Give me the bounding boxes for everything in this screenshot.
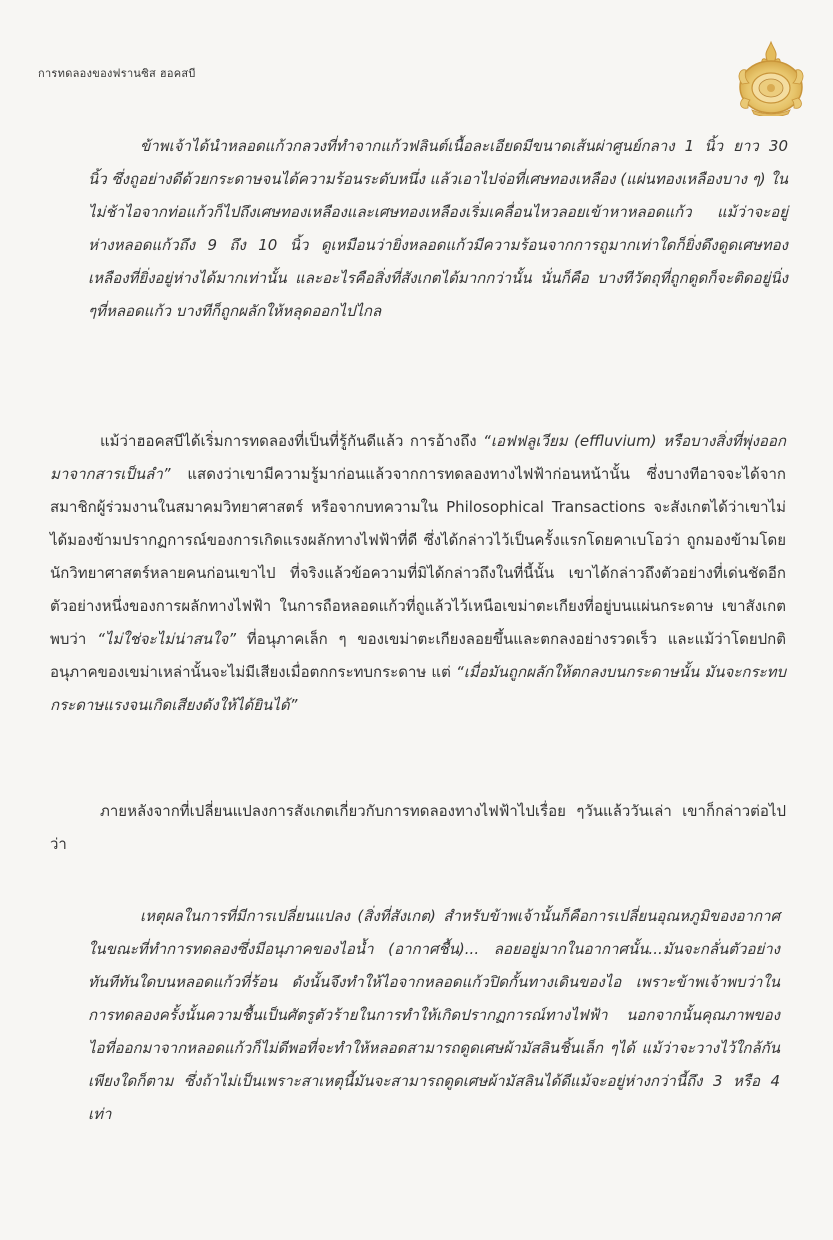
royal-seal-icon — [734, 40, 808, 116]
paragraph-body-2: ภายหลังจากที่เปลี่ยนแปลงการสังเกตเกี่ยวกับการทดลองทางไฟฟ้าไปเรื่อย ๆวันแล้ววันเล่า เขาก็กล่าวต่อไปว่า — [50, 802, 786, 853]
quoted-phrase: “เอฟฟลูเวียม (effluvium) หรือบางสิ่งที่พุ่งออกมาจากสารเป็นลำ” — [50, 432, 786, 483]
paragraph-text: แม้ว่าฮอคสบีได้เริ่มการทดลองที่เป็นที่รู้กันดีแล้ว การอ้างถึง — [100, 432, 484, 450]
quoted-phrase: “เมื่อมันถูกผลักให้ตกลงบนกระดาษนั้น มันจะกระทบกระดาษแรงจนเกิดเสียงดังให้ได้ยินได้” — [50, 663, 786, 714]
paragraph-quote-2: เหตุผลในการที่มีการเปลี่ยนแปลง (สิ่งที่สังเกต) สำหรับข้าพเจ้านั้นก็คือการเปลี่ยนอุณหภูมิของอากาศ ในขณะที่ทำการทดลองซึ่งมีอนุภาคของไอน้ำ (อากาศชื้น)... ลอยอยู่มากในอากาศนั้น...มันจะกลั่นตัวอย่างทันทีทันใดบนหลอดแก้วที่ร้อน ดังนั้นจึงทำให้ไอจากหลอดแก้วปิดกั้นทางเดินของไอ เพราะข้าพเจ้าพบว่าในการทดลองครั้งนั้นความชื้นเป็นศัตรูตัวร้ายในการทำให้เกิดปรากฏการณ์ทางไฟฟ้า นอกจากนั้นคุณภาพของไอที่ออกมาจากหลอดแก้วก็ไม่ดีพอที่จะทำให้หลอดสามารถดูดเศษผ้ามัสลินชิ้นเล็ก ๆได้ แม้ว่าจะวางไว้ใกล้กันเพียงใดก็ตาม ซึ่งถ้าไม่เป็นเพราะสาเหตุนี้มันจะสามารถดูดเศษผ้ามัสลินได้ดีแม้จะอยู่ห่างกว่านี้ถึง 3 หรือ 4 เท่า — [88, 907, 780, 1123]
paragraph-text: ที่อนุภาคเล็ก ๆ ของเขม่าตะเกียงลอยขึ้นและตกลงอย่างรวดเร็ว และแม้ว่าโดยปกติอนุภาคของเขม่าเหล่านั้นจะไม่มีเสียงเมื่อตกกระทบกระดาษ แต่ — [50, 630, 786, 681]
page-header: การทดลองของฟรานซิส ฮอคสบี — [38, 67, 196, 80]
paragraph-body-1 — [50, 425, 786, 722]
paragraph-text: แสดงว่าเขามีความรู้มาก่อนแล้วจากการทดลองทางไฟฟ้าก่อนหน้านั้น ซึ่งบางทีอาจจะได้จากสมาชิกผู้ร่วมงานในสมาคมวิทยาศาสตร์ หรือจากบทความใน Philosophical Transactions จะสังเกตได้ว่าเขาไม่ได้มองข้ามปรากฏการณ์ของการเกิดแรงผลักทางไฟฟ้าที่ดี ซึ่งได้กล่าวไว้เป็นครั้งแรกโดยคาเบโอว่า ถูกมองข้ามโดยนักวิทยาศาสตร์หลายคนก่อนเขาไป ที่จริงแล้วข้อความที่มิได้กล่าวถึงในที่นี้นั้น เขาได้กล่าวถึงตัวอย่างที่เด่นชัดอีกตัวอย่างหนึ่งของการผลักทางไฟฟ้า ในการถือหลอดแก้วที่ถูแล้วไว้เหนือเขม่าตะเกียงที่อยู่บนแผ่นกระดาษ เขาสังเกตพบว่า — [50, 465, 786, 648]
quoted-phrase: “ไม่ใช่จะไม่น่าสนใจ” — [97, 630, 237, 648]
paragraph-quote-1: ข้าพเจ้าได้นำหลอดแก้วกลวงที่ทำจากแก้วฟลินต์เนื้อละเอียดมีขนาดเส้นผ่าศูนย์กลาง 1 นิ้ว ยาว 30 นิ้ว ซึ่งถูอย่างดีด้วยกระดาษจนได้ความร้อนระดับหนึ่ง แล้วเอาไปจ่อที่เศษทองเหลือง (แผ่นทองเหลืองบาง ๆ) ในไม่ช้าไอจากท่อแก้วก็ไปถึงเศษทองเหลืองและเศษทองเหลืองเริ่มเคลื่อนไหวลอยเข้าหาหลอดแก้ว แม้ว่าจะอยู่ห่างหลอดแก้วถึง 9 ถึง 10 นิ้ว ดูเหมือนว่ายิ่งหลอดแก้วมีความร้อนจากการถูมากเท่าใดก็ยิ่งดึงดูดเศษทองเหลืองที่ยิ่งอยู่ห่างได้มากเท่านั้น และอะไรคือสิ่งที่สังเกตได้มากกว่านั้น นั่นก็คือ บางทีวัตถุที่ถูกดูดก็จะติดอยู่นิ่ง ๆที่หลอดแก้ว บางทีก็ถูกผลักให้หลุดออกไปไกล — [88, 137, 788, 320]
